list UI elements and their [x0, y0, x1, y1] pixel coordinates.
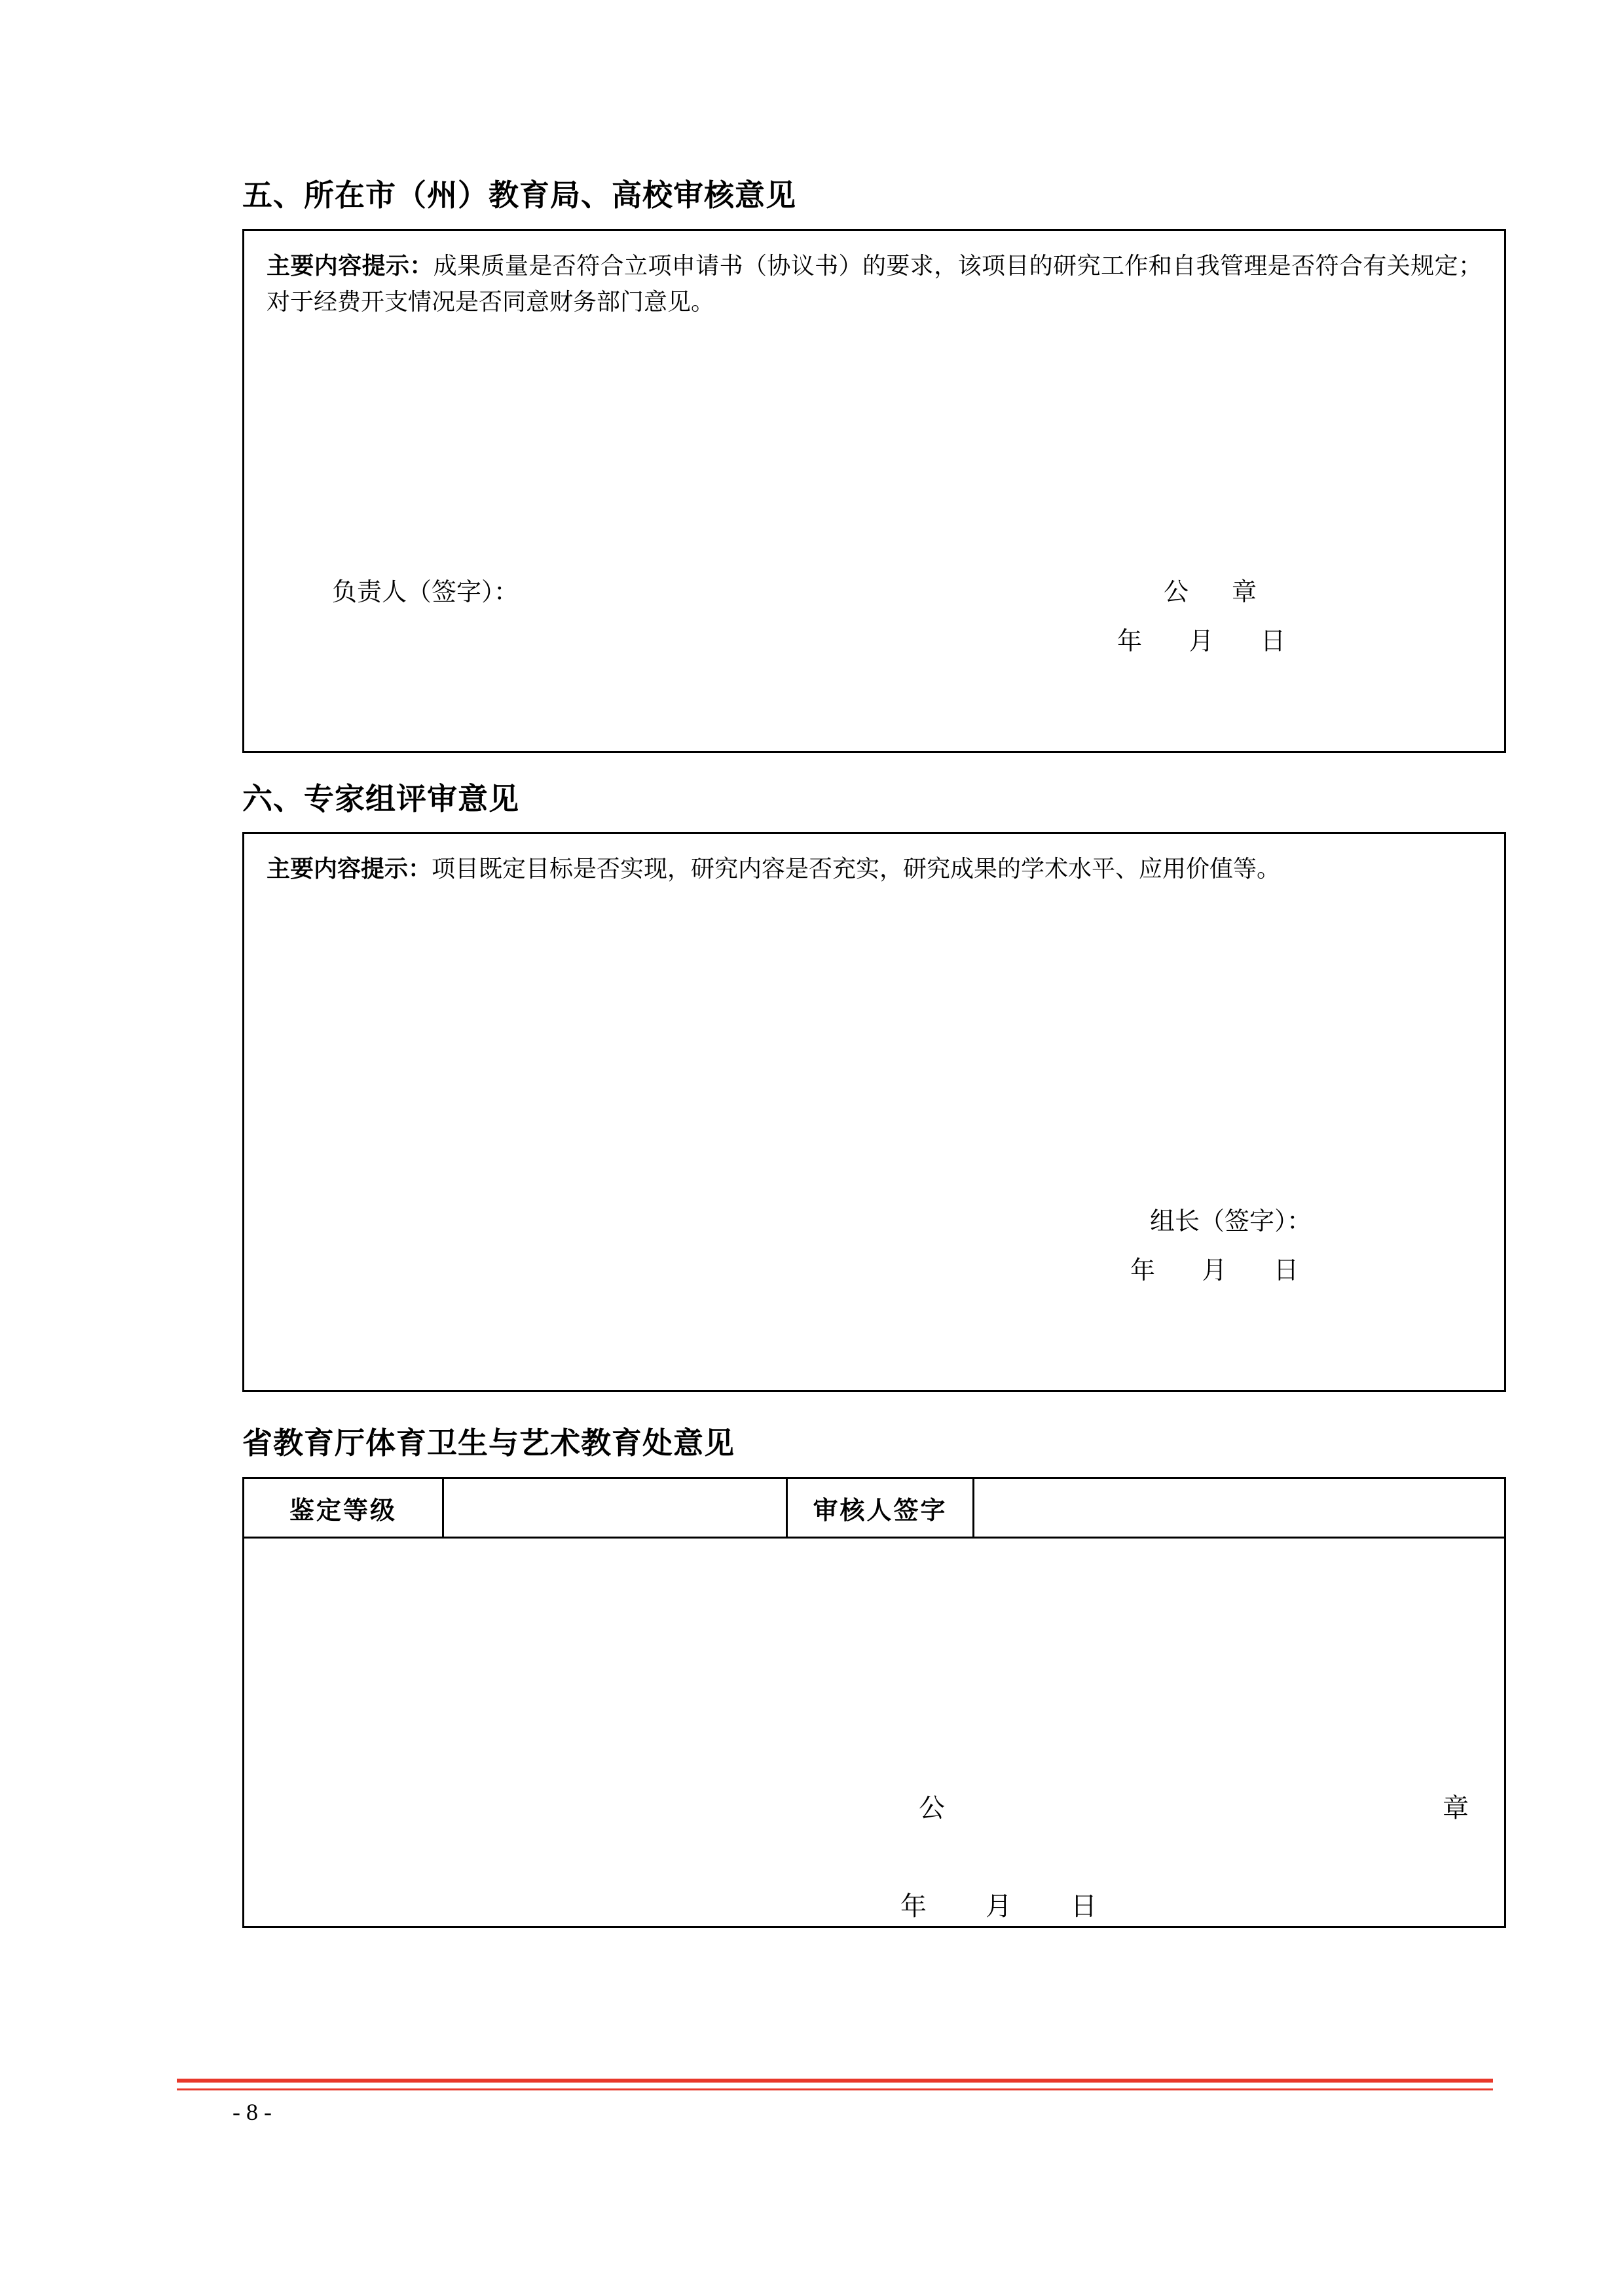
department-date-line [244, 1886, 1504, 1923]
department-opinion-cell[interactable] [244, 1538, 1505, 1927]
section-six-date-day: 日 [1273, 1257, 1299, 1285]
section-five-date-line [267, 621, 1482, 657]
section-six-signature-label: 组长（签字）： [1149, 1208, 1312, 1235]
section-six-opinion-box[interactable] [242, 832, 1506, 1392]
section-five-seal-label: 公 章 [1163, 578, 1266, 606]
department-seal-row [244, 1787, 1504, 1825]
footer-rule-thick [177, 2079, 1493, 2083]
section-six-date-line [267, 1250, 1482, 1286]
footer-rule-thin [177, 2088, 1493, 2090]
section-five-date-year: 年 [1116, 627, 1142, 655]
department-seal-left: 公 [919, 1793, 945, 1823]
section-five-prompt [244, 231, 1504, 321]
section-six-heading: 六、专家组评审意见 [242, 780, 519, 816]
table-cell-reviewer-signature-value[interactable] [974, 1478, 1505, 1538]
section-six-date-year: 年 [1130, 1257, 1155, 1285]
department-date-year: 年 [900, 1891, 927, 1921]
table-header-grade: 鉴定等级 [244, 1478, 443, 1538]
page-content [242, 177, 1506, 1928]
table-row [244, 1538, 1505, 1927]
section-five-signature-row [244, 572, 1504, 657]
department-seal-right: 章 [1443, 1793, 1469, 1823]
department-section-heading: 省教育厅体育卫生与艺术教育处意见 [242, 1425, 735, 1461]
section-six-date-month: 月 [1202, 1257, 1227, 1285]
section-six-prompt [244, 834, 1504, 888]
section-five-date-day: 日 [1260, 627, 1285, 655]
department-review-table [242, 1477, 1506, 1928]
department-date-month: 月 [986, 1891, 1012, 1921]
section-five-signature-line [267, 572, 1482, 608]
section-five-opinion-box[interactable] [242, 229, 1506, 753]
section-five-prompt-text: 成果质量是否符合立项申请书（协议书）的要求，该项目的研究工作和自我管理是否符合有关规定；对于经费开支情况是否同意财务部门意见。 [267, 252, 1482, 316]
section-five-heading: 五、所在市（州）教育局、高校审核意见 [242, 177, 796, 213]
footer-divider [177, 2079, 1493, 2090]
table-header-row [244, 1478, 1505, 1538]
table-cell-grade-value[interactable] [443, 1478, 787, 1538]
section-five-prompt-label: 主要内容提示： [267, 251, 434, 280]
page-number: - 8 - [232, 2099, 272, 2125]
section-six-signature-label-wrap [267, 1201, 1482, 1237]
department-date-day: 日 [1071, 1891, 1097, 1921]
table-header-reviewer-signature: 审核人签字 [787, 1478, 974, 1538]
section-six-signature-row [244, 1201, 1504, 1286]
section-six-prompt-label: 主要内容提示： [267, 855, 432, 883]
section-six-prompt-text: 项目既定目标是否实现，研究内容是否充实，研究成果的学术水平、应用价值等。 [432, 856, 1281, 882]
section-five-signature-label: 负责人（签字）： [332, 578, 519, 606]
section-five-date-month: 月 [1189, 627, 1214, 655]
